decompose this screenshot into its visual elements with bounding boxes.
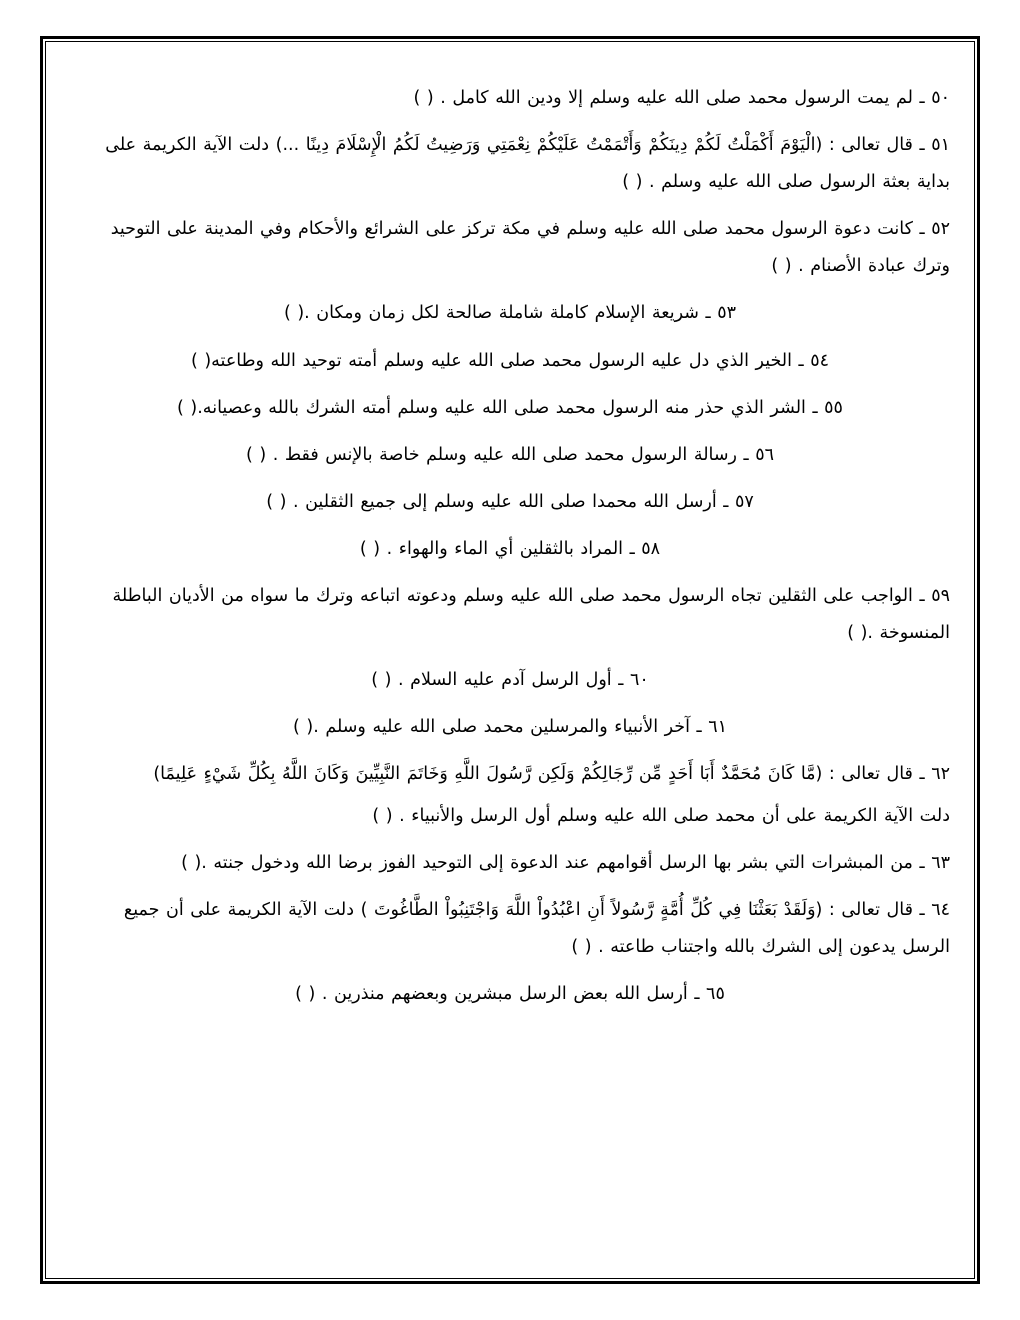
question-item: ٦٤ ـ قال تعالى : (وَلَقَدْ بَعَثْنَا فِي كُلِّ أُمَّةٍ رَّسُولاً أَنِ اعْبُدُواْ اللَّهَ وَاجْتَنِبُواْ الطَّاغُوتَ ) دلت الآية الكريمة على أن جميع الرسل يدعون إلى الشرك بالله واجتناب طاعته . ( ) xyxy=(123,899,950,957)
question-item: ٥٥ ـ الشر الذي حذر منه الرسول محمد صلى الله عليه وسلم أمته الشرك بالله وعصيانه.( ) xyxy=(177,397,843,418)
question-item: ٦٢ ـ قال تعالى : (مَّا كَانَ مُحَمَّدٌ أَبَا أَحَدٍ مِّن رِّجَالِكُمْ وَلَكِن رَّسُولَ اللَّهِ وَخَاتَمَ النَّبِيِّينَ وَكَانَ اللَّهُ بِكُلِّ شَيْءٍ عَلِيمًا) xyxy=(153,764,950,785)
question-item: دلت الآية الكريمة على أن محمد صلى الله عليه وسلم أول الرسل والأنبياء . ( ) xyxy=(372,805,950,826)
question-item: ٥٩ ـ الواجب على الثقلين تجاه الرسول محمد صلى الله عليه وسلم ودعوته اتباعه وترك ما سواه من الأديان الباطلة المنسوخة .( ) xyxy=(112,586,950,644)
question-item: ٥٠ ـ لم يمت الرسول محمد صلى الله عليه وسلم إلا ودين الله كامل . ( ) xyxy=(413,88,950,108)
question-item: ٥٣ ـ شريعة الإسلام كاملة شاملة صالحة لكل زمان ومكان .( ) xyxy=(283,303,737,324)
question-item: ٥١ ـ قال تعالى : (الْيَوْمَ أَكْمَلْتُ لَكُمْ دِينَكُمْ وَأَتْمَمْتُ عَلَيْكُمْ نِعْمَتِي وَرَضِيتُ لَكُمُ الْإِسْلَامَ دِينًا ...) دلت الآية الكريمة على بداية بعثة الرسول صلى الله عليه وسلم . ( ) xyxy=(105,135,950,193)
question-item: ٥٨ ـ المراد بالثقلين أي الماء والهواء . ( ) xyxy=(359,538,661,559)
question-item: ٥٦ ـ رسالة الرسول محمد صلى الله عليه وسلم خاصة بالإنس فقط . ( ) xyxy=(245,444,775,465)
questions-list xyxy=(70,80,950,1250)
question-item: ٥٢ ـ كانت دعوة الرسول محمد صلى الله عليه وسلم في مكة تركز على الشرائع والأحكام وفي المدينة على التوحيد وترك عبادة الأصنام . ( ) xyxy=(110,219,950,277)
question-item: ٥٧ ـ أرسل الله محمدا صلى الله عليه وسلم إلى جميع الثقلين . ( ) xyxy=(266,491,754,512)
question-item: ٦٥ ـ أرسل الله بعض الرسل مبشرين وبعضهم منذرين . ( ) xyxy=(295,983,725,1004)
question-item: ٦٣ ـ من المبشرات التي بشر بها الرسل أقوامهم عند الدعوة إلى التوحيد الفوز برضا الله ودخول جنته .( ) xyxy=(181,852,950,873)
question-item: ٦١ ـ آخر الأنبياء والمرسلين محمد صلى الله عليه وسلم .( ) xyxy=(292,717,728,738)
question-item: ٦٠ ـ أول الرسل آدم عليه السلام . ( ) xyxy=(371,670,649,691)
question-item: ٥٤ ـ الخير الذي دل عليه الرسول محمد صلى الله عليه وسلم أمته توحيد الله وطاعته( ) xyxy=(190,350,830,371)
